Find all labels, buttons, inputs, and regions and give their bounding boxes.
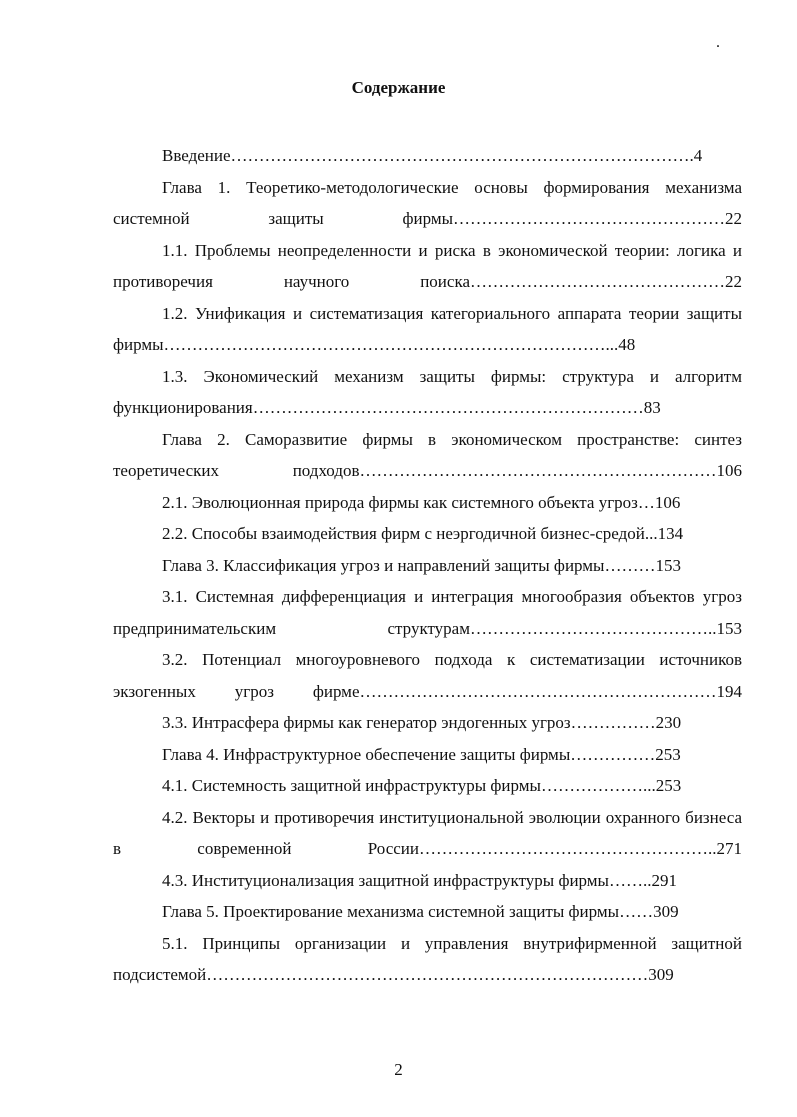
toc-leader-dots: ………………...	[540, 776, 656, 795]
toc-leader-dots: ……………	[570, 744, 656, 764]
toc-leader-dots: ……………………………………………..	[419, 839, 717, 858]
toc-entry-text: Глава 1. Теоретико-методологические основы формирования механизма системной защиты фирмы	[113, 177, 742, 228]
toc-entry-text: Глава 3. Классификация угроз и направлений защиты фирмы	[162, 555, 605, 575]
toc-entry-section-4-2	[113, 802, 742, 865]
toc-entry-chapter-4	[113, 739, 742, 771]
toc-page-number: 134	[657, 524, 684, 543]
toc-entry-section-3-3	[113, 707, 742, 739]
toc-leader-dots: ………………………………………	[470, 272, 725, 291]
toc-entry-text: 4.2. Векторы и противоречия институциональной эволюции охранного бизнеса в современной России	[113, 807, 742, 858]
toc-leader-dots: …	[637, 492, 655, 512]
toc-leader-dots: ……………………………………..	[470, 618, 717, 638]
toc-leader-dots: ……………………………………………………………	[252, 398, 644, 417]
toc-page-number: 22	[725, 272, 742, 291]
page-title: Содержание	[351, 78, 446, 97]
corner-mark: .	[716, 34, 720, 51]
toc-entry-section-2-2	[113, 518, 742, 550]
toc-leader-dots: ……………………………………………………………………...	[163, 335, 619, 354]
toc-entry-chapter-3	[113, 550, 742, 582]
toc-page-number: 230	[655, 713, 682, 732]
toc-entry-section-2-1	[113, 487, 742, 519]
toc-page-number: 153	[655, 555, 681, 575]
toc-entry-text: 1.2. Унификация и систематизация категориального аппарата теории защиты фирмы	[113, 303, 742, 354]
toc-entry-chapter-2	[113, 424, 742, 487]
table-of-contents	[113, 140, 742, 991]
toc-entry-section-3-1	[113, 581, 742, 644]
toc-entry-text: 1.1. Проблемы неопределенности и риска в экономической теории: логика и противоречия научного поиска	[113, 240, 742, 291]
toc-entry-text: 3.2. Потенциал многоуровневого подхода к систематизации источников экзогенных угроз фирме	[113, 650, 742, 701]
toc-entry-text: 2.2. Способы взаимодействия фирм с неэргодичной бизнес-средой	[162, 524, 645, 543]
toc-page-number: 106	[716, 461, 742, 480]
toc-page-number: 4	[693, 146, 703, 165]
toc-entry-section-1-3	[113, 361, 742, 424]
toc-entry-text: 3.1. Системная дифференциация и интеграция многообразия объектов угроз предпринимательским структурам	[113, 587, 742, 638]
page-number: 2	[394, 1060, 403, 1079]
toc-entry-text: Глава 5. Проектирование механизма системной защиты фирмы	[162, 902, 620, 921]
toc-entry-section-1-1	[113, 235, 742, 298]
toc-entry-introduction	[113, 140, 742, 172]
toc-page-number: 271	[716, 839, 742, 858]
toc-page-number: 291	[651, 870, 677, 890]
toc-page-number: 253	[655, 776, 682, 795]
toc-leader-dots: ……..	[608, 870, 652, 890]
toc-page-number: 309	[648, 965, 674, 984]
toc-entry-chapter-5	[113, 896, 742, 928]
toc-page-number: 194	[716, 681, 742, 701]
toc-entry-chapter-1	[113, 172, 742, 235]
toc-leader-dots: …………………………………………	[453, 209, 725, 228]
toc-leader-dots: ………………………………………………………	[359, 461, 717, 480]
toc-entry-section-4-3	[113, 865, 742, 897]
toc-entry-section-3-2	[113, 644, 742, 707]
toc-entry-section-1-2	[113, 298, 742, 361]
toc-leader-dots: ………	[604, 555, 656, 575]
toc-leader-dots: ……	[619, 902, 654, 921]
toc-leader-dots: ...	[644, 524, 658, 543]
toc-entry-text: 1.3. Экономический механизм защиты фирмы: структура и алгоритм функционирования	[113, 366, 742, 417]
toc-leader-dots: ……………………………………………………………………….	[230, 146, 694, 165]
toc-entry-text: Глава 4. Инфраструктурное обеспечение защиты фирмы	[162, 744, 571, 764]
toc-entry-text: 2.1. Эволюционная природа фирмы как системного объекта угроз	[162, 492, 638, 512]
toc-entry-text: 4.3. Институционализация защитной инфраструктуры фирмы	[162, 870, 609, 890]
toc-entry-text: 3.3. Интрасфера фирмы как генератор эндогенных угроз	[162, 713, 571, 732]
toc-page-number: 309	[653, 902, 679, 921]
toc-leader-dots: ……………………………………………………………………	[206, 965, 649, 984]
toc-entry-section-4-1	[113, 770, 742, 802]
toc-page-number: 83	[643, 398, 661, 417]
toc-page-number: 106	[654, 492, 681, 512]
toc-page-number: 22	[725, 209, 742, 228]
toc-leader-dots: ………………………………………………………	[359, 681, 717, 701]
toc-page-number: 253	[655, 744, 681, 764]
toc-page-number: 48	[618, 335, 636, 354]
toc-page-number: 153	[716, 618, 742, 638]
toc-entry-text: 5.1. Принципы организации и управления внутрифирменной защитной подсистемой	[113, 933, 742, 984]
toc-entry-text: Глава 2. Саморазвитие фирмы в экономическом пространстве: синтез теоретических подходов	[113, 429, 742, 480]
toc-entry-text: Введение	[162, 146, 231, 165]
toc-entry-text: 4.1. Системность защитной инфраструктуры фирмы	[162, 776, 541, 795]
toc-entry-section-5-1	[113, 928, 742, 991]
toc-leader-dots: ……………	[570, 713, 656, 732]
